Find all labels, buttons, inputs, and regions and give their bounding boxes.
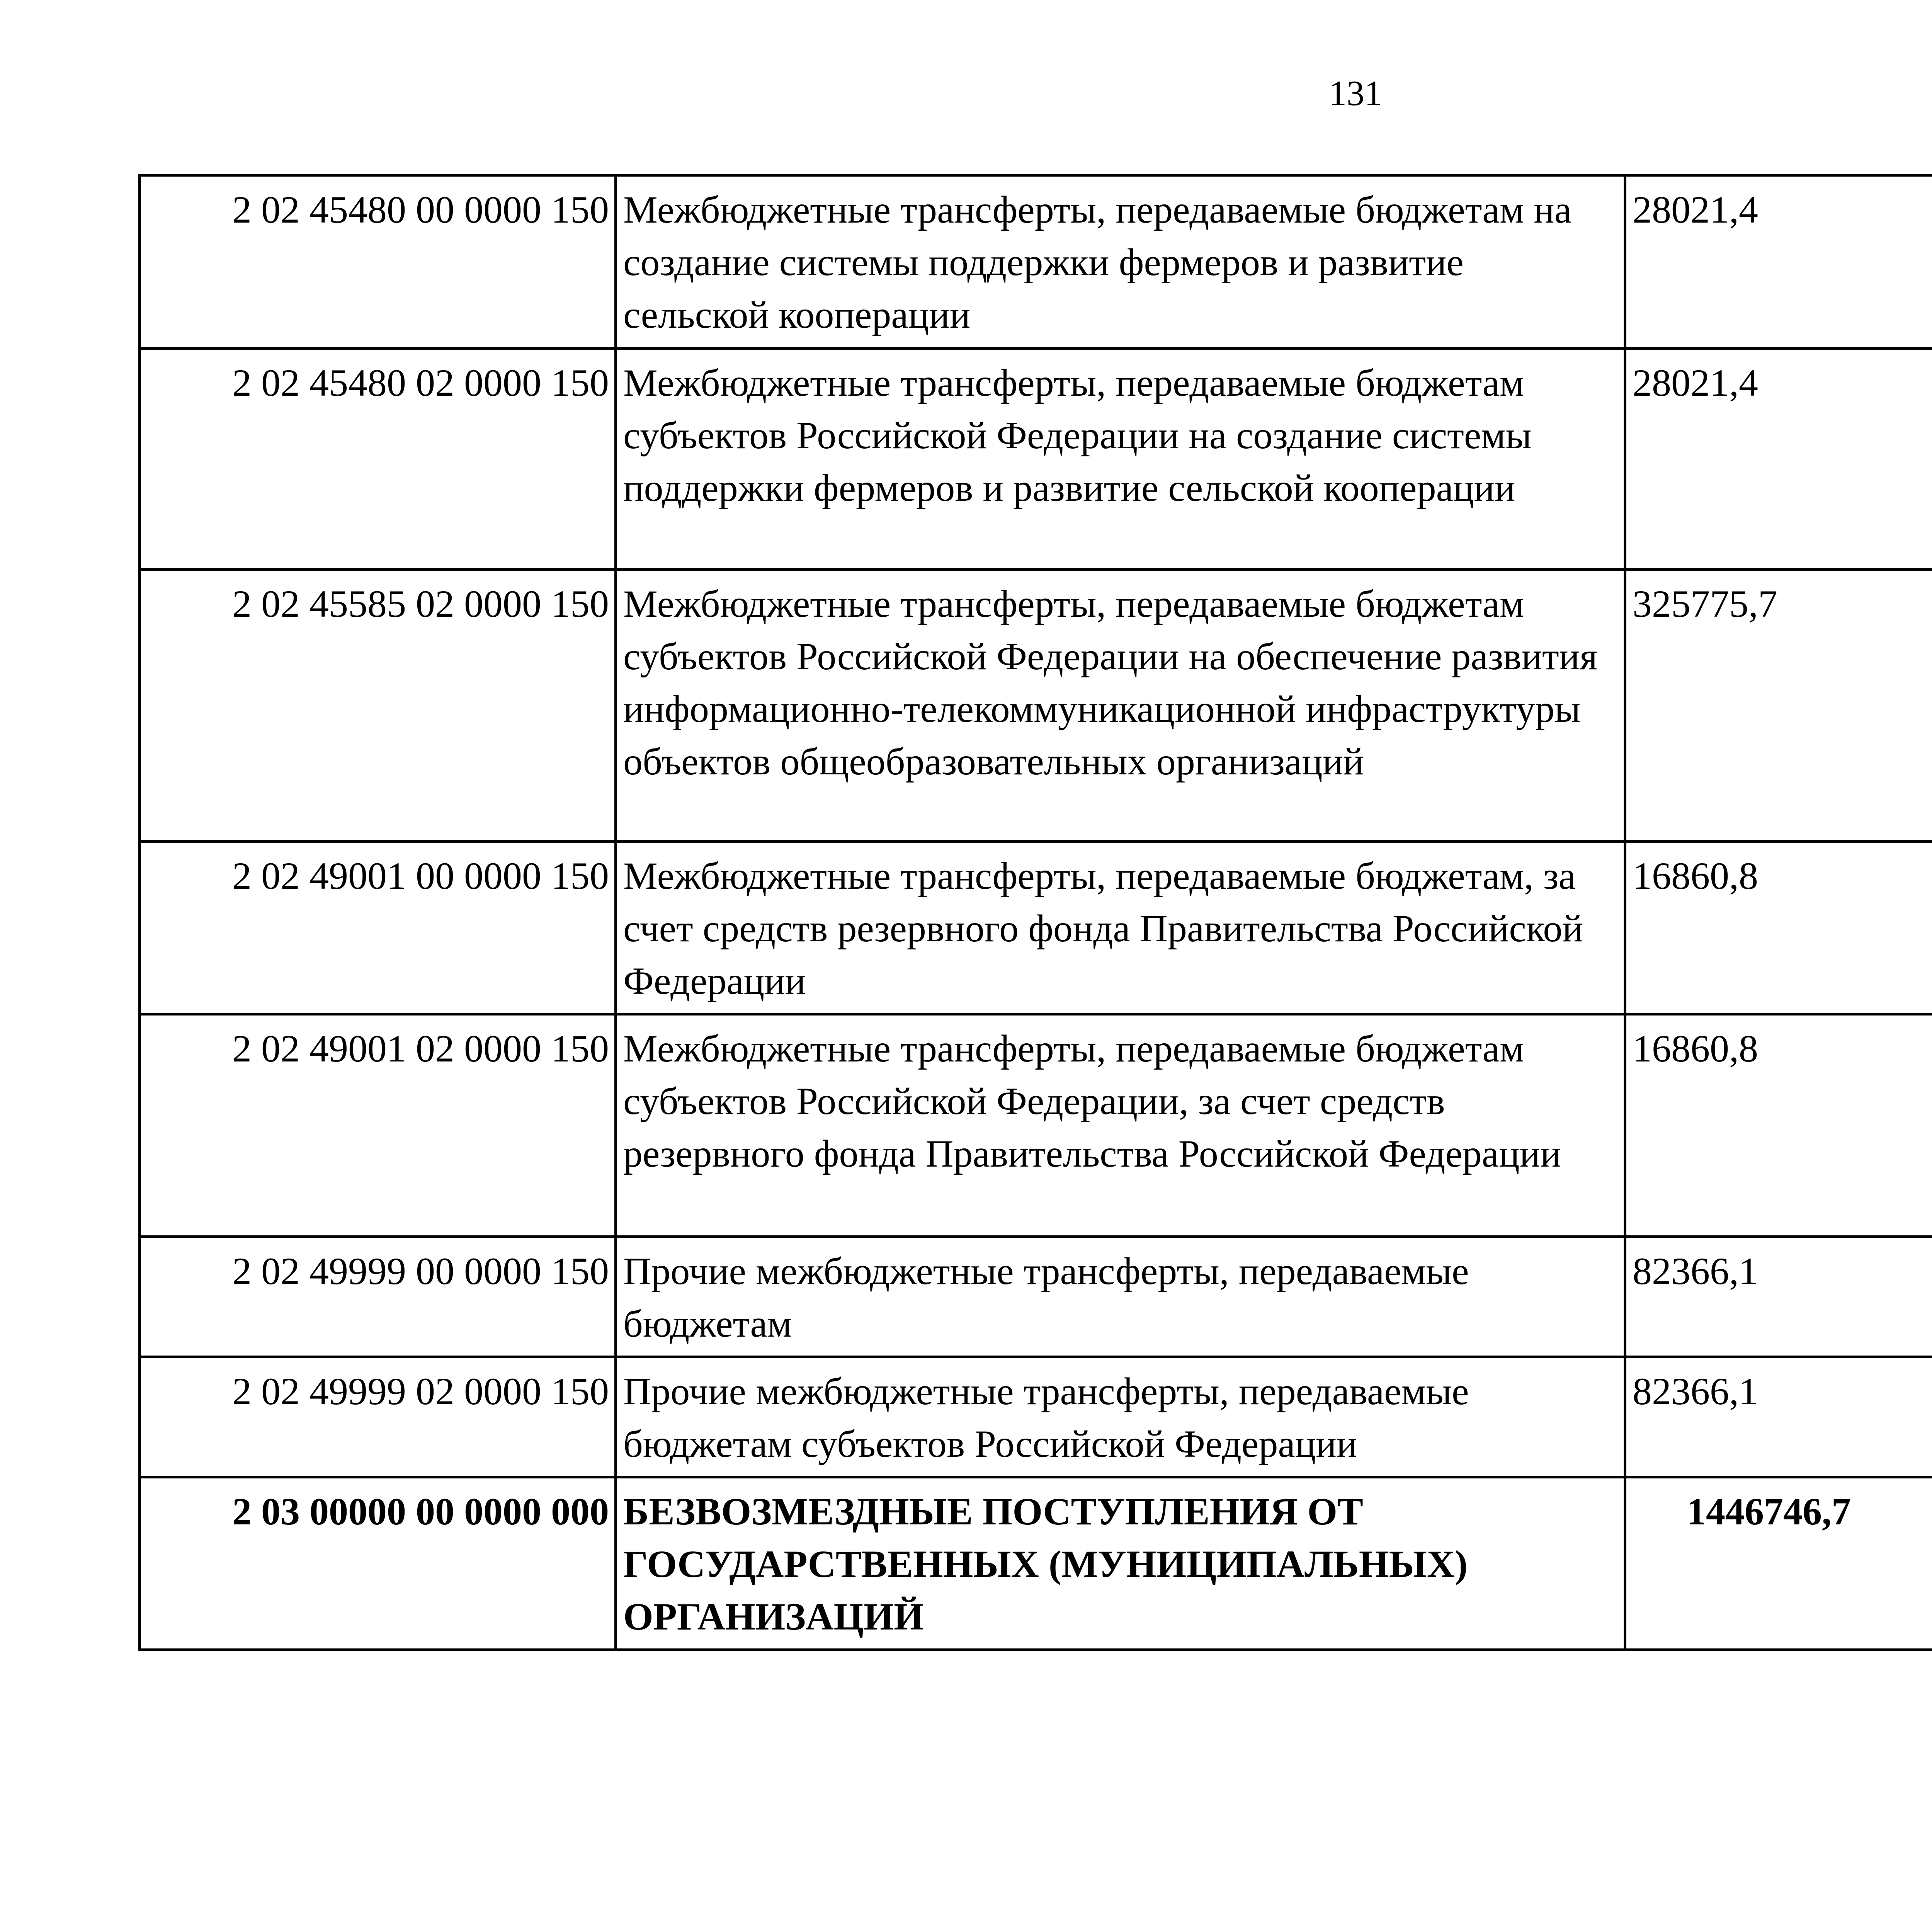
budget-classification-code: 2 02 49999 00 0000 150 (140, 1237, 616, 1357)
revenue-item-name: Межбюджетные трансферты, передаваемые бюджетам субъектов Российской Федерации, за счет средств резервного фонда Правительства Российской Федерации (616, 1014, 1625, 1237)
table-row (140, 570, 1932, 842)
budget-classification-code: 2 02 49001 02 0000 150 (140, 1014, 616, 1237)
amount-year-1: 325775,7 (1625, 570, 1932, 842)
amount-year-1: 82366,1 (1625, 1237, 1932, 1357)
budget-classification-code: 2 02 45480 02 0000 150 (140, 349, 616, 570)
table-row (140, 175, 1932, 349)
amount-year-1: 1446746,7 (1625, 1477, 1932, 1650)
revenue-item-name: БЕЗВОЗМЕЗДНЫЕ ПОСТУПЛЕНИЯ ОТ ГОСУДАРСТВЕННЫХ (МУНИЦИПАЛЬНЫХ) ОРГАНИЗАЦИЙ (616, 1477, 1625, 1650)
table-row (140, 349, 1932, 570)
amount-year-1: 28021,4 (1625, 175, 1932, 349)
revenue-item-name: Межбюджетные трансферты, передаваемые бюджетам на создание системы поддержки фермеров и развитие сельской кооперации (616, 175, 1625, 349)
budget-classification-code: 2 02 49999 02 0000 150 (140, 1357, 616, 1477)
revenue-item-name: Прочие межбюджетные трансферты, передаваемые бюджетам (616, 1237, 1625, 1357)
table-row (140, 1237, 1932, 1357)
amount-year-1: 82366,1 (1625, 1357, 1932, 1477)
amount-year-1: 16860,8 (1625, 1014, 1932, 1237)
budget-classification-code: 2 03 00000 00 0000 000 (140, 1477, 616, 1650)
table-row (140, 1014, 1932, 1237)
page-number: 131 (1329, 73, 1382, 113)
revenue-item-name: Межбюджетные трансферты, передаваемые бюджетам, за счет средств резервного фонда Правительства Российской Федерации (616, 842, 1625, 1014)
amount-year-1: 16860,8 (1625, 842, 1932, 1014)
table-row (140, 1357, 1932, 1477)
budget-classification-code: 2 02 49001 00 0000 150 (140, 842, 616, 1014)
revenue-item-name: Межбюджетные трансферты, передаваемые бюджетам субъектов Российской Федерации на обеспечение развития информационно-телекоммуникационной инфраструктуры объектов общеобразовательных организаций (616, 570, 1625, 842)
table-row-total (140, 1477, 1932, 1650)
amount-year-1: 28021,4 (1625, 349, 1932, 570)
budget-classification-code: 2 02 45480 00 0000 150 (140, 175, 616, 349)
budget-classification-code: 2 02 45585 02 0000 150 (140, 570, 616, 842)
revenue-item-name: Прочие межбюджетные трансферты, передаваемые бюджетам субъектов Российской Федерации (616, 1357, 1625, 1477)
budget-revenue-table (138, 174, 1932, 1651)
revenue-item-name: Межбюджетные трансферты, передаваемые бюджетам субъектов Российской Федерации на создание системы поддержки фермеров и развитие сельской кооперации (616, 349, 1625, 570)
table-row (140, 842, 1932, 1014)
